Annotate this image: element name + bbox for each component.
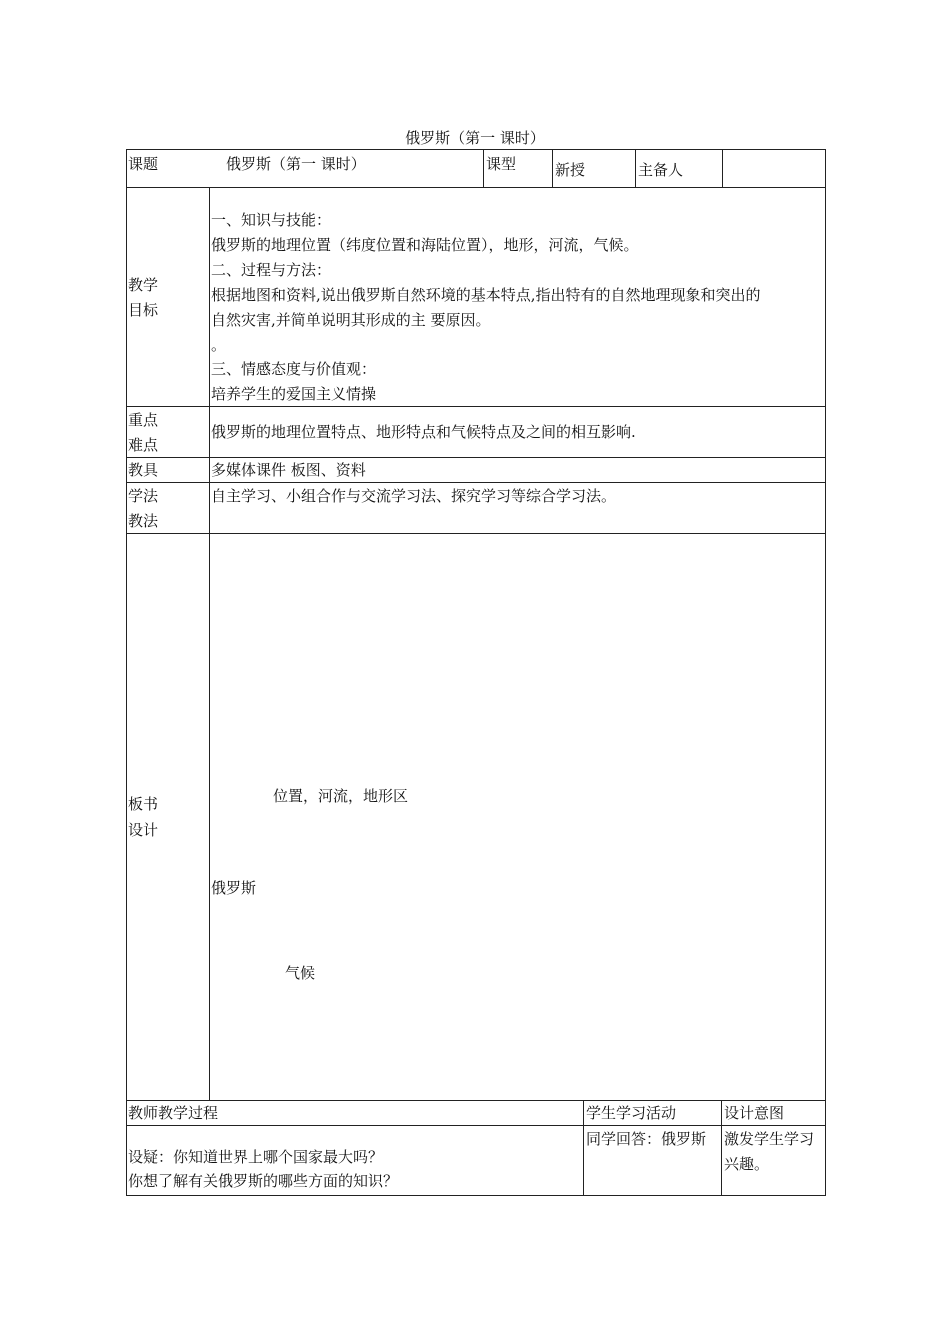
objective-line: 三、情感态度与价值观： (211, 360, 377, 378)
objective-line: 一、知识与技能： (211, 211, 332, 229)
column-divider (583, 1100, 584, 1195)
teaching-aids-content: 多媒体课件 板图、资料 (211, 461, 366, 479)
objective-line: 培养学生的爱国主义情操 (211, 385, 377, 403)
teaching-aids-label: 教具 (128, 461, 159, 479)
board-design-label-line2: 设计 (128, 821, 159, 839)
student-activity-header: 学生学习活动 (586, 1104, 677, 1122)
objective-line: 根据地图和资料,说出俄罗斯自然环境的基本特点,指出特有的自然地理现象和突出的 (211, 286, 761, 304)
author-label: 主备人 (638, 161, 684, 179)
column-divider (635, 150, 636, 187)
key-points-content: 俄罗斯的地理位置特点、地形特点和气候特点及之间的相互影响. (211, 423, 636, 441)
methods-content: 自主学习、小组合作与交流学习法、探究学习等综合学习法。 (211, 487, 617, 505)
methods-label-line1: 学法 (128, 487, 159, 505)
column-divider (483, 150, 484, 187)
board-center: 俄罗斯 (211, 879, 257, 897)
column-divider (722, 150, 723, 187)
design-intent-line: 激发学生学习 (724, 1130, 815, 1148)
lesson-type-label: 课型 (486, 155, 517, 173)
methods-label-line2: 教法 (128, 512, 159, 530)
document-title: 俄罗斯（第一 课时） (405, 129, 545, 147)
design-intent-header: 设计意图 (724, 1104, 785, 1122)
objective-line: 俄罗斯的地理位置（纬度位置和海陆位置），地形，河流，气候。 (211, 236, 639, 254)
column-divider (209, 187, 210, 1100)
teacher-process-line: 设疑：你知道世界上哪个国家最大吗？ (128, 1148, 384, 1166)
objective-line: 自然灾害,并简单说明其形成的主 要原因。 (211, 311, 491, 329)
teacher-process-line: 你想了解有关俄罗斯的哪些方面的知识？ (128, 1172, 399, 1190)
student-activity-cell: 同学回答：俄罗斯 (586, 1130, 707, 1148)
lesson-plan-table (126, 149, 826, 1196)
design-intent-line: 兴趣。 (724, 1155, 770, 1173)
objective-line: 二、过程与方法： (211, 261, 332, 279)
topic-label: 课题 (128, 155, 159, 173)
objective-line: 。 (211, 336, 227, 354)
board-branch-top: 位置，河流，地形区 (273, 787, 409, 805)
board-design-label-line1: 板书 (128, 795, 159, 813)
lesson-type-value: 新授 (555, 161, 586, 179)
row-divider (127, 533, 825, 534)
teacher-process-header: 教师教学过程 (128, 1104, 219, 1122)
board-branch-bottom: 气候 (285, 964, 316, 982)
row-divider (127, 187, 825, 188)
key-points-label-line1: 重点 (128, 411, 159, 429)
objectives-label-line1: 教学 (128, 276, 159, 294)
topic-value: 俄罗斯（第一 课时） (226, 155, 366, 173)
row-divider (127, 406, 825, 407)
key-points-label-line2: 难点 (128, 436, 159, 454)
objectives-label-line2: 目标 (128, 301, 159, 319)
column-divider (552, 150, 553, 187)
row-divider (127, 482, 825, 483)
column-divider (721, 1100, 722, 1195)
